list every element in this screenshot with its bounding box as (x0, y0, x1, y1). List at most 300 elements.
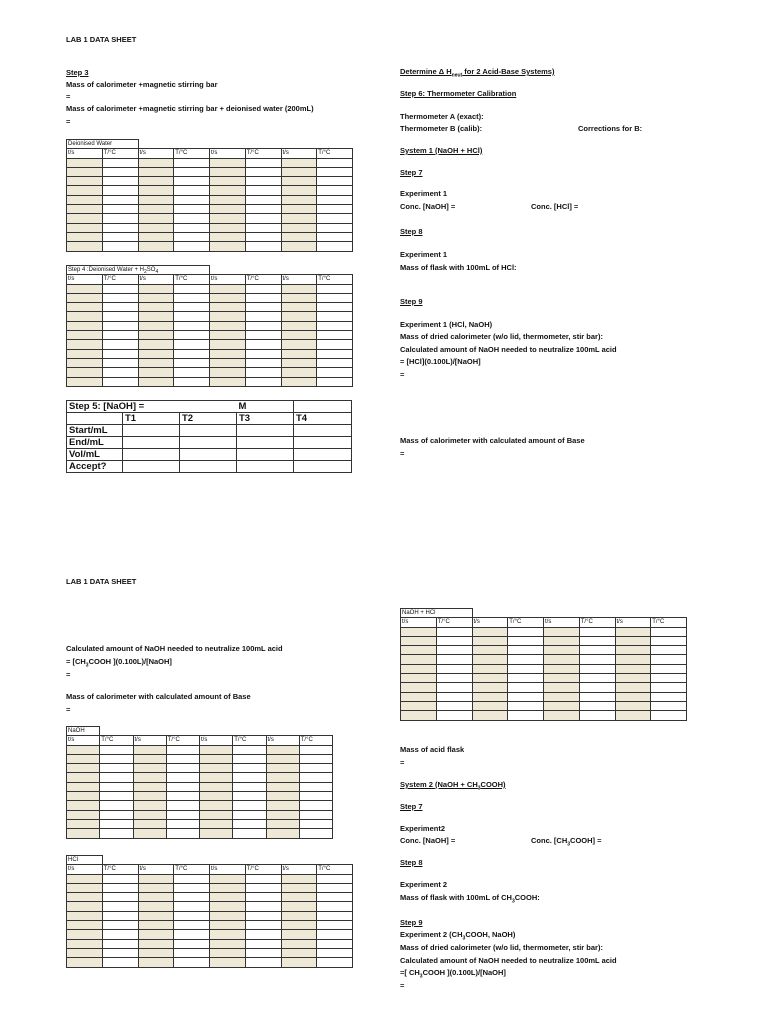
temperature-cell[interactable] (166, 810, 199, 819)
step5-cell[interactable] (294, 425, 352, 437)
temperature-cell[interactable] (508, 627, 544, 636)
time-cell[interactable] (544, 627, 580, 636)
time-cell[interactable] (544, 636, 580, 645)
time-cell[interactable] (138, 893, 174, 902)
time-cell[interactable] (138, 948, 174, 957)
time-cell[interactable] (615, 664, 651, 673)
time-cell[interactable] (138, 167, 174, 176)
temperature-cell[interactable] (102, 358, 138, 367)
temperature-cell[interactable] (102, 377, 138, 386)
step5-cell[interactable] (123, 425, 180, 437)
time-cell[interactable] (472, 627, 508, 636)
time-cell[interactable] (266, 773, 299, 782)
temperature-cell[interactable] (174, 948, 210, 957)
time-cell[interactable] (210, 911, 246, 920)
temperature-cell[interactable] (102, 958, 138, 967)
temperature-cell[interactable] (174, 195, 210, 204)
temperature-cell[interactable] (245, 958, 281, 967)
temperature-cell[interactable] (508, 646, 544, 655)
temperature-cell[interactable] (317, 321, 353, 330)
temperature-cell[interactable] (245, 930, 281, 939)
temperature-cell[interactable] (174, 331, 210, 340)
time-cell[interactable] (281, 223, 317, 232)
time-cell[interactable] (210, 331, 246, 340)
time-cell[interactable] (401, 655, 437, 664)
temperature-cell[interactable] (245, 921, 281, 930)
time-cell[interactable] (133, 782, 166, 791)
time-cell[interactable] (67, 764, 100, 773)
temperature-cell[interactable] (174, 303, 210, 312)
temperature-cell[interactable] (102, 340, 138, 349)
temperature-cell[interactable] (166, 745, 199, 754)
time-cell[interactable] (615, 692, 651, 701)
temperature-cell[interactable] (174, 930, 210, 939)
time-cell[interactable] (210, 205, 246, 214)
temperature-cell[interactable] (245, 358, 281, 367)
time-cell[interactable] (200, 792, 233, 801)
time-cell[interactable] (210, 293, 246, 302)
step5-cell[interactable] (123, 461, 180, 473)
time-cell[interactable] (210, 368, 246, 377)
time-cell[interactable] (138, 911, 174, 920)
temperature-cell[interactable] (651, 683, 687, 692)
temperature-cell[interactable] (317, 921, 353, 930)
temperature-cell[interactable] (166, 764, 199, 773)
time-cell[interactable] (401, 683, 437, 692)
time-cell[interactable] (67, 358, 103, 367)
temperature-cell[interactable] (651, 664, 687, 673)
time-cell[interactable] (133, 810, 166, 819)
temperature-cell[interactable] (317, 893, 353, 902)
temperature-cell[interactable] (174, 205, 210, 214)
time-cell[interactable] (281, 358, 317, 367)
temperature-cell[interactable] (508, 664, 544, 673)
temperature-cell[interactable] (299, 810, 332, 819)
time-cell[interactable] (615, 701, 651, 710)
temperature-cell[interactable] (102, 312, 138, 321)
temperature-cell[interactable] (245, 893, 281, 902)
temperature-cell[interactable] (317, 284, 353, 293)
temperature-cell[interactable] (102, 349, 138, 358)
time-cell[interactable] (133, 792, 166, 801)
time-cell[interactable] (210, 186, 246, 195)
time-cell[interactable] (210, 303, 246, 312)
time-cell[interactable] (138, 349, 174, 358)
temperature-cell[interactable] (174, 167, 210, 176)
time-cell[interactable] (210, 158, 246, 167)
temperature-cell[interactable] (579, 646, 615, 655)
step5-cell[interactable] (180, 437, 237, 449)
time-cell[interactable] (266, 754, 299, 763)
time-cell[interactable] (200, 754, 233, 763)
temperature-cell[interactable] (299, 782, 332, 791)
temperature-cell[interactable] (436, 664, 472, 673)
time-cell[interactable] (133, 754, 166, 763)
temperature-cell[interactable] (102, 205, 138, 214)
time-cell[interactable] (67, 829, 100, 838)
temperature-cell[interactable] (245, 321, 281, 330)
time-cell[interactable] (210, 214, 246, 223)
temperature-cell[interactable] (317, 232, 353, 241)
time-cell[interactable] (133, 745, 166, 754)
time-cell[interactable] (138, 214, 174, 223)
step5-cell[interactable] (237, 449, 294, 461)
temperature-cell[interactable] (102, 883, 138, 892)
time-cell[interactable] (67, 340, 103, 349)
time-cell[interactable] (266, 829, 299, 838)
time-cell[interactable] (210, 284, 246, 293)
temperature-cell[interactable] (317, 911, 353, 920)
time-cell[interactable] (281, 921, 317, 930)
time-cell[interactable] (67, 205, 103, 214)
time-cell[interactable] (281, 948, 317, 957)
temperature-cell[interactable] (508, 655, 544, 664)
temperature-cell[interactable] (174, 893, 210, 902)
temperature-cell[interactable] (245, 232, 281, 241)
temperature-cell[interactable] (102, 321, 138, 330)
temperature-cell[interactable] (245, 349, 281, 358)
temperature-cell[interactable] (317, 205, 353, 214)
temperature-cell[interactable] (100, 792, 133, 801)
temperature-cell[interactable] (102, 242, 138, 251)
time-cell[interactable] (200, 801, 233, 810)
time-cell[interactable] (67, 754, 100, 763)
time-cell[interactable] (615, 683, 651, 692)
temperature-cell[interactable] (651, 636, 687, 645)
temperature-cell[interactable] (102, 284, 138, 293)
temperature-cell[interactable] (299, 754, 332, 763)
temperature-cell[interactable] (174, 349, 210, 358)
step5-cell[interactable] (294, 437, 352, 449)
temperature-cell[interactable] (651, 627, 687, 636)
temperature-cell[interactable] (579, 711, 615, 720)
temperature-cell[interactable] (102, 939, 138, 948)
time-cell[interactable] (281, 939, 317, 948)
temperature-cell[interactable] (317, 958, 353, 967)
temperature-cell[interactable] (317, 340, 353, 349)
time-cell[interactable] (138, 340, 174, 349)
temperature-cell[interactable] (436, 636, 472, 645)
time-cell[interactable] (615, 627, 651, 636)
time-cell[interactable] (281, 214, 317, 223)
temperature-cell[interactable] (651, 646, 687, 655)
temperature-cell[interactable] (245, 242, 281, 251)
time-cell[interactable] (472, 664, 508, 673)
temperature-cell[interactable] (299, 792, 332, 801)
time-cell[interactable] (67, 930, 103, 939)
temperature-cell[interactable] (317, 902, 353, 911)
temperature-cell[interactable] (245, 340, 281, 349)
time-cell[interactable] (67, 312, 103, 321)
time-cell[interactable] (200, 745, 233, 754)
temperature-cell[interactable] (579, 692, 615, 701)
temperature-cell[interactable] (317, 214, 353, 223)
temperature-cell[interactable] (166, 801, 199, 810)
time-cell[interactable] (401, 692, 437, 701)
temperature-cell[interactable] (579, 636, 615, 645)
time-cell[interactable] (401, 701, 437, 710)
temperature-cell[interactable] (508, 674, 544, 683)
temperature-cell[interactable] (174, 158, 210, 167)
temperature-cell[interactable] (245, 939, 281, 948)
temperature-cell[interactable] (245, 368, 281, 377)
temperature-cell[interactable] (317, 167, 353, 176)
temperature-cell[interactable] (174, 902, 210, 911)
time-cell[interactable] (138, 205, 174, 214)
time-cell[interactable] (281, 177, 317, 186)
time-cell[interactable] (138, 303, 174, 312)
time-cell[interactable] (67, 349, 103, 358)
time-cell[interactable] (210, 902, 246, 911)
time-cell[interactable] (615, 646, 651, 655)
temperature-cell[interactable] (102, 331, 138, 340)
temperature-cell[interactable] (100, 819, 133, 828)
temperature-cell[interactable] (579, 664, 615, 673)
temperature-cell[interactable] (174, 321, 210, 330)
time-cell[interactable] (67, 293, 103, 302)
time-cell[interactable] (200, 782, 233, 791)
time-cell[interactable] (200, 764, 233, 773)
time-cell[interactable] (67, 819, 100, 828)
time-cell[interactable] (133, 829, 166, 838)
time-cell[interactable] (138, 186, 174, 195)
temperature-cell[interactable] (102, 195, 138, 204)
temperature-cell[interactable] (245, 186, 281, 195)
temperature-cell[interactable] (436, 646, 472, 655)
time-cell[interactable] (615, 636, 651, 645)
time-cell[interactable] (281, 293, 317, 302)
temperature-cell[interactable] (651, 711, 687, 720)
time-cell[interactable] (67, 303, 103, 312)
temperature-cell[interactable] (233, 754, 266, 763)
temperature-cell[interactable] (166, 782, 199, 791)
time-cell[interactable] (401, 646, 437, 655)
temperature-cell[interactable] (174, 177, 210, 186)
time-cell[interactable] (138, 930, 174, 939)
time-cell[interactable] (67, 911, 103, 920)
temperature-cell[interactable] (100, 829, 133, 838)
temperature-cell[interactable] (436, 674, 472, 683)
temperature-cell[interactable] (245, 284, 281, 293)
temperature-cell[interactable] (102, 874, 138, 883)
temperature-cell[interactable] (245, 312, 281, 321)
time-cell[interactable] (138, 321, 174, 330)
temperature-cell[interactable] (174, 368, 210, 377)
temperature-cell[interactable] (174, 214, 210, 223)
time-cell[interactable] (266, 782, 299, 791)
time-cell[interactable] (138, 883, 174, 892)
temperature-cell[interactable] (317, 930, 353, 939)
time-cell[interactable] (401, 711, 437, 720)
time-cell[interactable] (281, 232, 317, 241)
time-cell[interactable] (544, 646, 580, 655)
temperature-cell[interactable] (436, 683, 472, 692)
temperature-cell[interactable] (102, 948, 138, 957)
temperature-cell[interactable] (233, 801, 266, 810)
temperature-cell[interactable] (245, 167, 281, 176)
temperature-cell[interactable] (317, 874, 353, 883)
time-cell[interactable] (67, 186, 103, 195)
step5-cell[interactable] (180, 461, 237, 473)
time-cell[interactable] (281, 958, 317, 967)
time-cell[interactable] (67, 883, 103, 892)
temperature-cell[interactable] (299, 829, 332, 838)
temperature-cell[interactable] (100, 773, 133, 782)
time-cell[interactable] (67, 948, 103, 957)
temperature-cell[interactable] (317, 883, 353, 892)
temperature-cell[interactable] (317, 223, 353, 232)
time-cell[interactable] (472, 646, 508, 655)
time-cell[interactable] (138, 368, 174, 377)
time-cell[interactable] (138, 958, 174, 967)
temperature-cell[interactable] (317, 177, 353, 186)
temperature-cell[interactable] (100, 745, 133, 754)
time-cell[interactable] (138, 242, 174, 251)
time-cell[interactable] (281, 158, 317, 167)
time-cell[interactable] (544, 664, 580, 673)
time-cell[interactable] (67, 958, 103, 967)
time-cell[interactable] (210, 177, 246, 186)
time-cell[interactable] (210, 312, 246, 321)
step5-cell[interactable] (123, 449, 180, 461)
time-cell[interactable] (210, 223, 246, 232)
temperature-cell[interactable] (100, 801, 133, 810)
temperature-cell[interactable] (245, 303, 281, 312)
time-cell[interactable] (138, 921, 174, 930)
temperature-cell[interactable] (245, 902, 281, 911)
time-cell[interactable] (138, 293, 174, 302)
temperature-cell[interactable] (317, 242, 353, 251)
time-cell[interactable] (401, 664, 437, 673)
time-cell[interactable] (67, 223, 103, 232)
temperature-cell[interactable] (436, 711, 472, 720)
time-cell[interactable] (133, 801, 166, 810)
time-cell[interactable] (210, 948, 246, 957)
temperature-cell[interactable] (233, 810, 266, 819)
time-cell[interactable] (281, 340, 317, 349)
time-cell[interactable] (67, 801, 100, 810)
time-cell[interactable] (544, 701, 580, 710)
time-cell[interactable] (67, 177, 103, 186)
time-cell[interactable] (67, 893, 103, 902)
time-cell[interactable] (472, 701, 508, 710)
step5-cell[interactable] (294, 461, 352, 473)
temperature-cell[interactable] (317, 358, 353, 367)
temperature-cell[interactable] (174, 883, 210, 892)
temperature-cell[interactable] (102, 167, 138, 176)
temperature-cell[interactable] (233, 829, 266, 838)
temperature-cell[interactable] (299, 764, 332, 773)
time-cell[interactable] (67, 874, 103, 883)
temperature-cell[interactable] (102, 223, 138, 232)
temperature-cell[interactable] (233, 782, 266, 791)
temperature-cell[interactable] (174, 874, 210, 883)
time-cell[interactable] (281, 331, 317, 340)
temperature-cell[interactable] (102, 930, 138, 939)
time-cell[interactable] (266, 745, 299, 754)
time-cell[interactable] (210, 167, 246, 176)
time-cell[interactable] (210, 377, 246, 386)
time-cell[interactable] (67, 902, 103, 911)
time-cell[interactable] (138, 902, 174, 911)
time-cell[interactable] (266, 819, 299, 828)
temperature-cell[interactable] (579, 627, 615, 636)
temperature-cell[interactable] (100, 754, 133, 763)
temperature-cell[interactable] (245, 874, 281, 883)
time-cell[interactable] (200, 773, 233, 782)
step5-cell[interactable] (237, 425, 294, 437)
temperature-cell[interactable] (166, 792, 199, 801)
temperature-cell[interactable] (436, 627, 472, 636)
time-cell[interactable] (67, 782, 100, 791)
time-cell[interactable] (281, 349, 317, 358)
time-cell[interactable] (281, 205, 317, 214)
time-cell[interactable] (138, 939, 174, 948)
time-cell[interactable] (281, 242, 317, 251)
temperature-cell[interactable] (245, 195, 281, 204)
time-cell[interactable] (67, 792, 100, 801)
temperature-cell[interactable] (508, 683, 544, 692)
time-cell[interactable] (281, 883, 317, 892)
time-cell[interactable] (138, 158, 174, 167)
time-cell[interactable] (210, 921, 246, 930)
temperature-cell[interactable] (102, 214, 138, 223)
time-cell[interactable] (67, 321, 103, 330)
time-cell[interactable] (266, 792, 299, 801)
time-cell[interactable] (133, 819, 166, 828)
time-cell[interactable] (210, 195, 246, 204)
temperature-cell[interactable] (245, 911, 281, 920)
time-cell[interactable] (281, 312, 317, 321)
time-cell[interactable] (67, 368, 103, 377)
time-cell[interactable] (266, 810, 299, 819)
time-cell[interactable] (67, 158, 103, 167)
temperature-cell[interactable] (166, 754, 199, 763)
time-cell[interactable] (138, 331, 174, 340)
temperature-cell[interactable] (299, 801, 332, 810)
time-cell[interactable] (67, 167, 103, 176)
time-cell[interactable] (544, 711, 580, 720)
time-cell[interactable] (210, 958, 246, 967)
time-cell[interactable] (67, 810, 100, 819)
temperature-cell[interactable] (317, 158, 353, 167)
time-cell[interactable] (138, 223, 174, 232)
time-cell[interactable] (138, 195, 174, 204)
time-cell[interactable] (133, 764, 166, 773)
time-cell[interactable] (200, 810, 233, 819)
temperature-cell[interactable] (651, 655, 687, 664)
time-cell[interactable] (67, 242, 103, 251)
temperature-cell[interactable] (317, 377, 353, 386)
temperature-cell[interactable] (174, 340, 210, 349)
time-cell[interactable] (210, 321, 246, 330)
temperature-cell[interactable] (174, 939, 210, 948)
time-cell[interactable] (472, 674, 508, 683)
time-cell[interactable] (615, 674, 651, 683)
time-cell[interactable] (210, 349, 246, 358)
temperature-cell[interactable] (317, 303, 353, 312)
temperature-cell[interactable] (166, 773, 199, 782)
temperature-cell[interactable] (299, 819, 332, 828)
time-cell[interactable] (210, 883, 246, 892)
temperature-cell[interactable] (100, 782, 133, 791)
temperature-cell[interactable] (245, 883, 281, 892)
temperature-cell[interactable] (651, 674, 687, 683)
time-cell[interactable] (138, 358, 174, 367)
time-cell[interactable] (67, 377, 103, 386)
time-cell[interactable] (544, 674, 580, 683)
time-cell[interactable] (210, 358, 246, 367)
